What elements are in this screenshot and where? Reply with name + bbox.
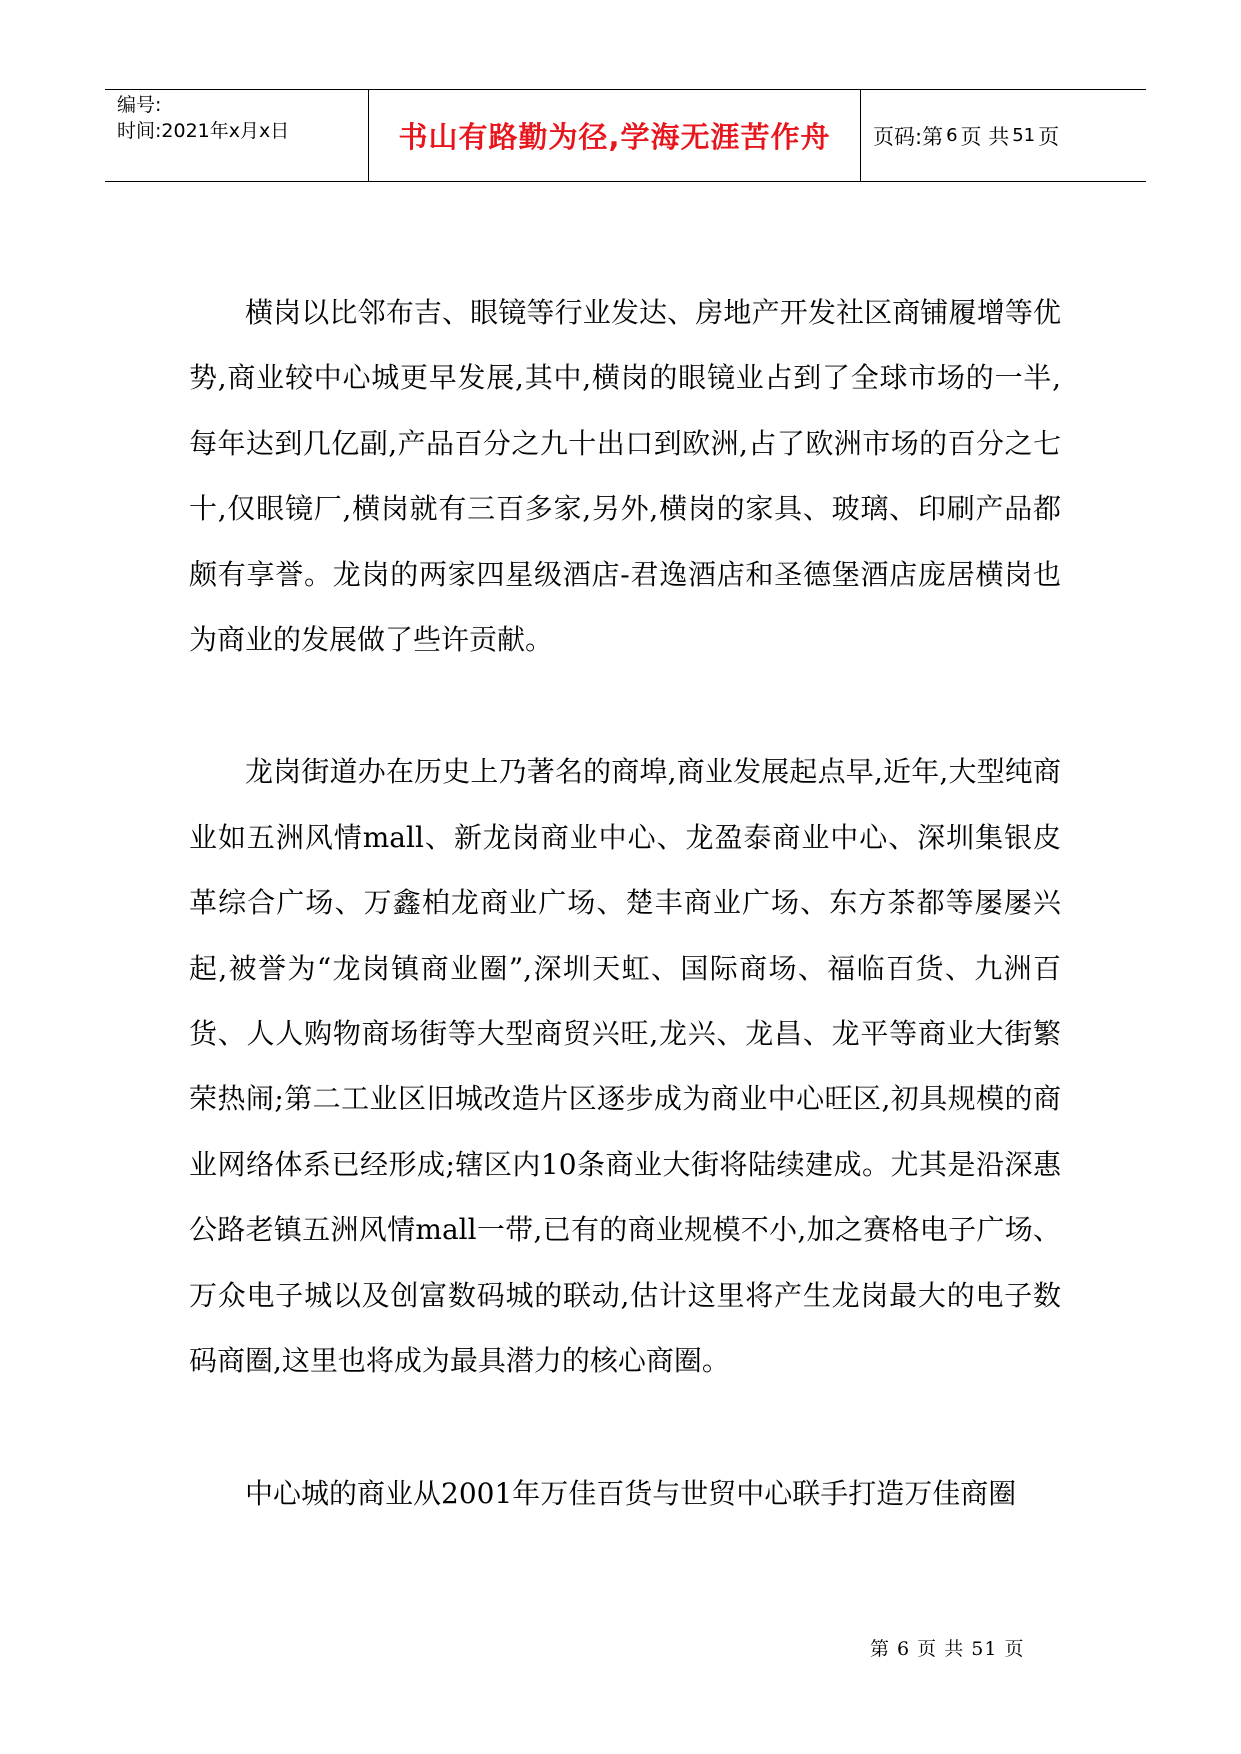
page-footer <box>870 1634 1024 1661</box>
footer-page-count: 第 6 页 共 51 页 <box>870 1638 1025 1660</box>
page-label-suffix: 页 <box>1038 124 1060 149</box>
document-body <box>189 280 1061 1526</box>
page-label-mid: 页 共 <box>960 124 1010 149</box>
document-date: 时间:2021年x月x日 <box>117 120 290 142</box>
page-number: 6 <box>946 125 958 146</box>
page-label-prefix: 页码:第 <box>873 124 944 149</box>
page-header <box>105 89 1146 182</box>
header-motto: 书山有路勤为径,学海无涯苦作舟 <box>398 120 831 154</box>
header-meta-cell <box>105 90 369 181</box>
page-total: 51 <box>1012 125 1036 146</box>
paragraph: 中心城的商业从2001年万佳百货与世贸中心联手打造万佳商圈 <box>245 1476 1017 1510</box>
paragraph: 龙岗街道办在历史上乃著名的商埠,商业发展起点早,近年,大型纯商业如五洲风情mall、新龙岗商业中心、龙盈泰商业中心、深圳集银皮革综合广场、万鑫柏龙商业广场、楚丰商业广场、东方茶都等屡屡兴起,被誉为“龙岗镇商业圈”,深圳天虹、国际商场、福临百货、九洲百货、人人购物商场街等大型商贸兴旺,龙兴、龙昌、龙平等商业大街繁荣热闹;第二工业区旧城改造片区逐步成为商业中心旺区,初具规模的商业网络体系已经形成;辖区内10条商业大街将陆续建成。尤其是沿深惠公路老镇五洲风情mall一带,已有的商业规模不小,加之赛格电子广场、万众电子城以及创富数码城的联动,估计这里将产生龙岗最大的电子数码商圈,这里也将成为最具潜力的核心商圈。 <box>189 755 1061 1378</box>
document-number-label: 编号: <box>117 94 162 116</box>
header-motto-cell <box>369 90 861 181</box>
paragraph: 横岗以比邻布吉、眼镜等行业发达、房地产开发社区商铺履增等优势,商业较中心城更早发展,其中,横岗的眼镜业占到了全球市场的一半,每年达到几亿副,产品百分之九十出口到欧洲,占了欧洲市场的百分之七十,仅眼镜厂,横岗就有三百多家,另外,横岗的家具、玻璃、印刷产品都颇有享誉。龙岗的两家四星级酒店-君逸酒店和圣德堡酒店庞居横岗也为商业的发展做了些许贡献。 <box>189 296 1061 657</box>
header-page-cell <box>861 90 1146 181</box>
